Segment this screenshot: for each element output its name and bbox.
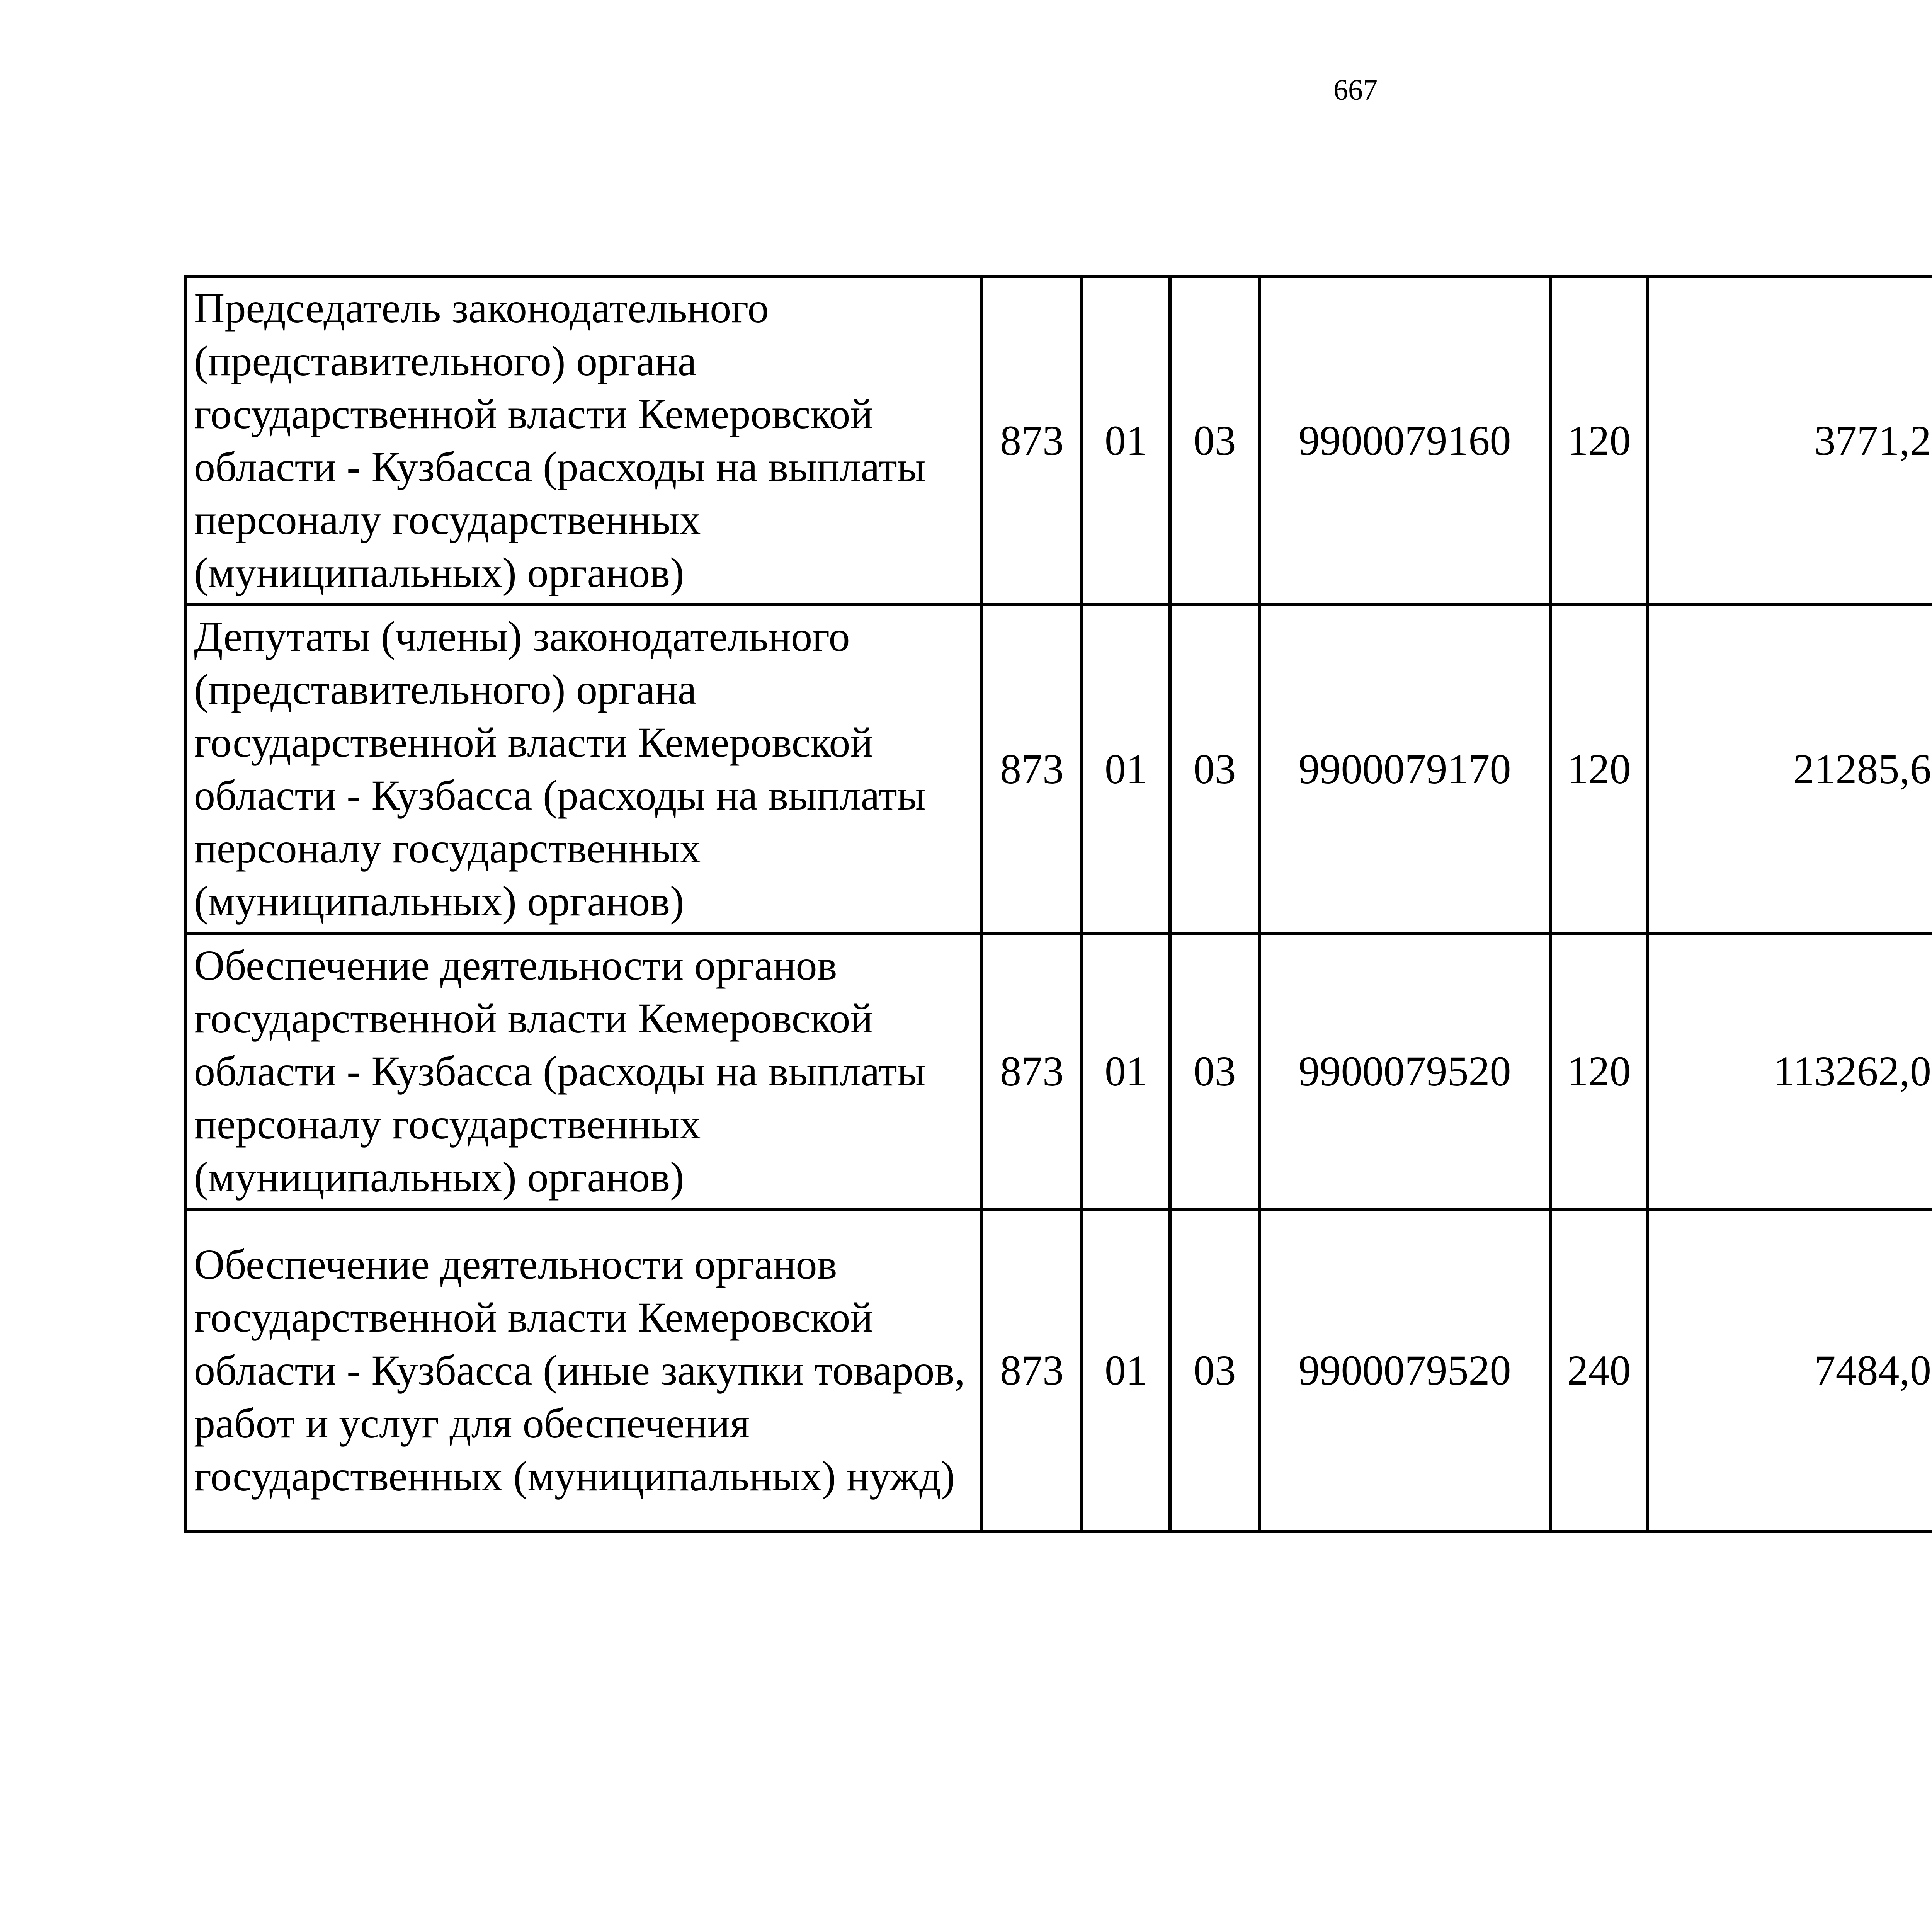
expense-type-cell: 120	[1550, 276, 1648, 605]
description-cell	[185, 605, 982, 933]
target-article-cell: 9900079520	[1259, 1209, 1550, 1531]
section-code-cell: 01	[1082, 933, 1170, 1209]
description-line: (представительного) органа	[194, 666, 697, 713]
description-line: области - Кузбасса (расходы на выплаты	[194, 772, 926, 819]
budget-table	[184, 275, 1932, 1533]
table-row	[185, 933, 1932, 1209]
description-line: (представительного) органа	[194, 337, 697, 384]
description-cell	[185, 933, 982, 1209]
description-line: области - Кузбасса (расходы на выплаты	[194, 1047, 926, 1095]
subsection-code-cell: 03	[1170, 276, 1259, 605]
section-code-cell: 01	[1082, 276, 1170, 605]
description-line: Обеспечение деятельности органов	[194, 941, 837, 989]
description-line: работ и услуг для обеспечения	[194, 1399, 750, 1447]
section-code-cell: 01	[1082, 605, 1170, 933]
description-line: государственной власти Кемеровской	[194, 719, 873, 766]
target-article-cell: 9900079520	[1259, 933, 1550, 1209]
description-line: Обеспечение деятельности органов	[194, 1240, 837, 1288]
subsection-code-cell: 03	[1170, 933, 1259, 1209]
description-line: государственной власти Кемеровской	[194, 1293, 873, 1341]
description-line: (муниципальных) органов)	[194, 549, 684, 596]
description-line: государственной власти Кемеровской	[194, 390, 873, 437]
description-cell	[185, 276, 982, 605]
ministry-code-cell: 873	[982, 933, 1082, 1209]
expense-type-cell: 120	[1550, 605, 1648, 933]
subsection-code-cell: 03	[1170, 1209, 1259, 1531]
description-line: государственных (муниципальных) нужд)	[194, 1452, 955, 1500]
description-line: (муниципальных) органов)	[194, 1153, 684, 1201]
section-code-cell: 01	[1082, 1209, 1170, 1531]
description-line: персоналу государственных	[194, 1100, 701, 1148]
amount-1-cell: 21285,6	[1648, 605, 1932, 933]
amount-1-cell: 3771,2	[1648, 276, 1932, 605]
expense-type-cell: 120	[1550, 933, 1648, 1209]
ministry-code-cell: 873	[982, 605, 1082, 933]
description-line: персоналу государственных	[194, 825, 701, 872]
page-number: 667	[1333, 74, 1378, 106]
amount-1-cell: 113262,0	[1648, 933, 1932, 1209]
description-line: Депутаты (члены) законодательного	[194, 613, 850, 660]
table-row	[185, 605, 1932, 933]
description-line: области - Кузбасса (расходы на выплаты	[194, 443, 926, 490]
ministry-code-cell: 873	[982, 1209, 1082, 1531]
amount-1-cell: 7484,0	[1648, 1209, 1932, 1531]
table-row	[185, 276, 1932, 605]
target-article-cell: 9900079170	[1259, 605, 1550, 933]
description-line: Председатель законодательного	[194, 284, 769, 332]
ministry-code-cell: 873	[982, 276, 1082, 605]
description-line: области - Кузбасса (иные закупки товаров,	[194, 1346, 965, 1394]
description-cell	[185, 1209, 982, 1531]
expense-type-cell: 240	[1550, 1209, 1648, 1531]
description-line: (муниципальных) органов)	[194, 878, 684, 925]
table-row	[185, 1209, 1932, 1531]
subsection-code-cell: 03	[1170, 605, 1259, 933]
target-article-cell: 9900079160	[1259, 276, 1550, 605]
description-line: персоналу государственных	[194, 496, 701, 543]
description-line: государственной власти Кемеровской	[194, 994, 873, 1042]
